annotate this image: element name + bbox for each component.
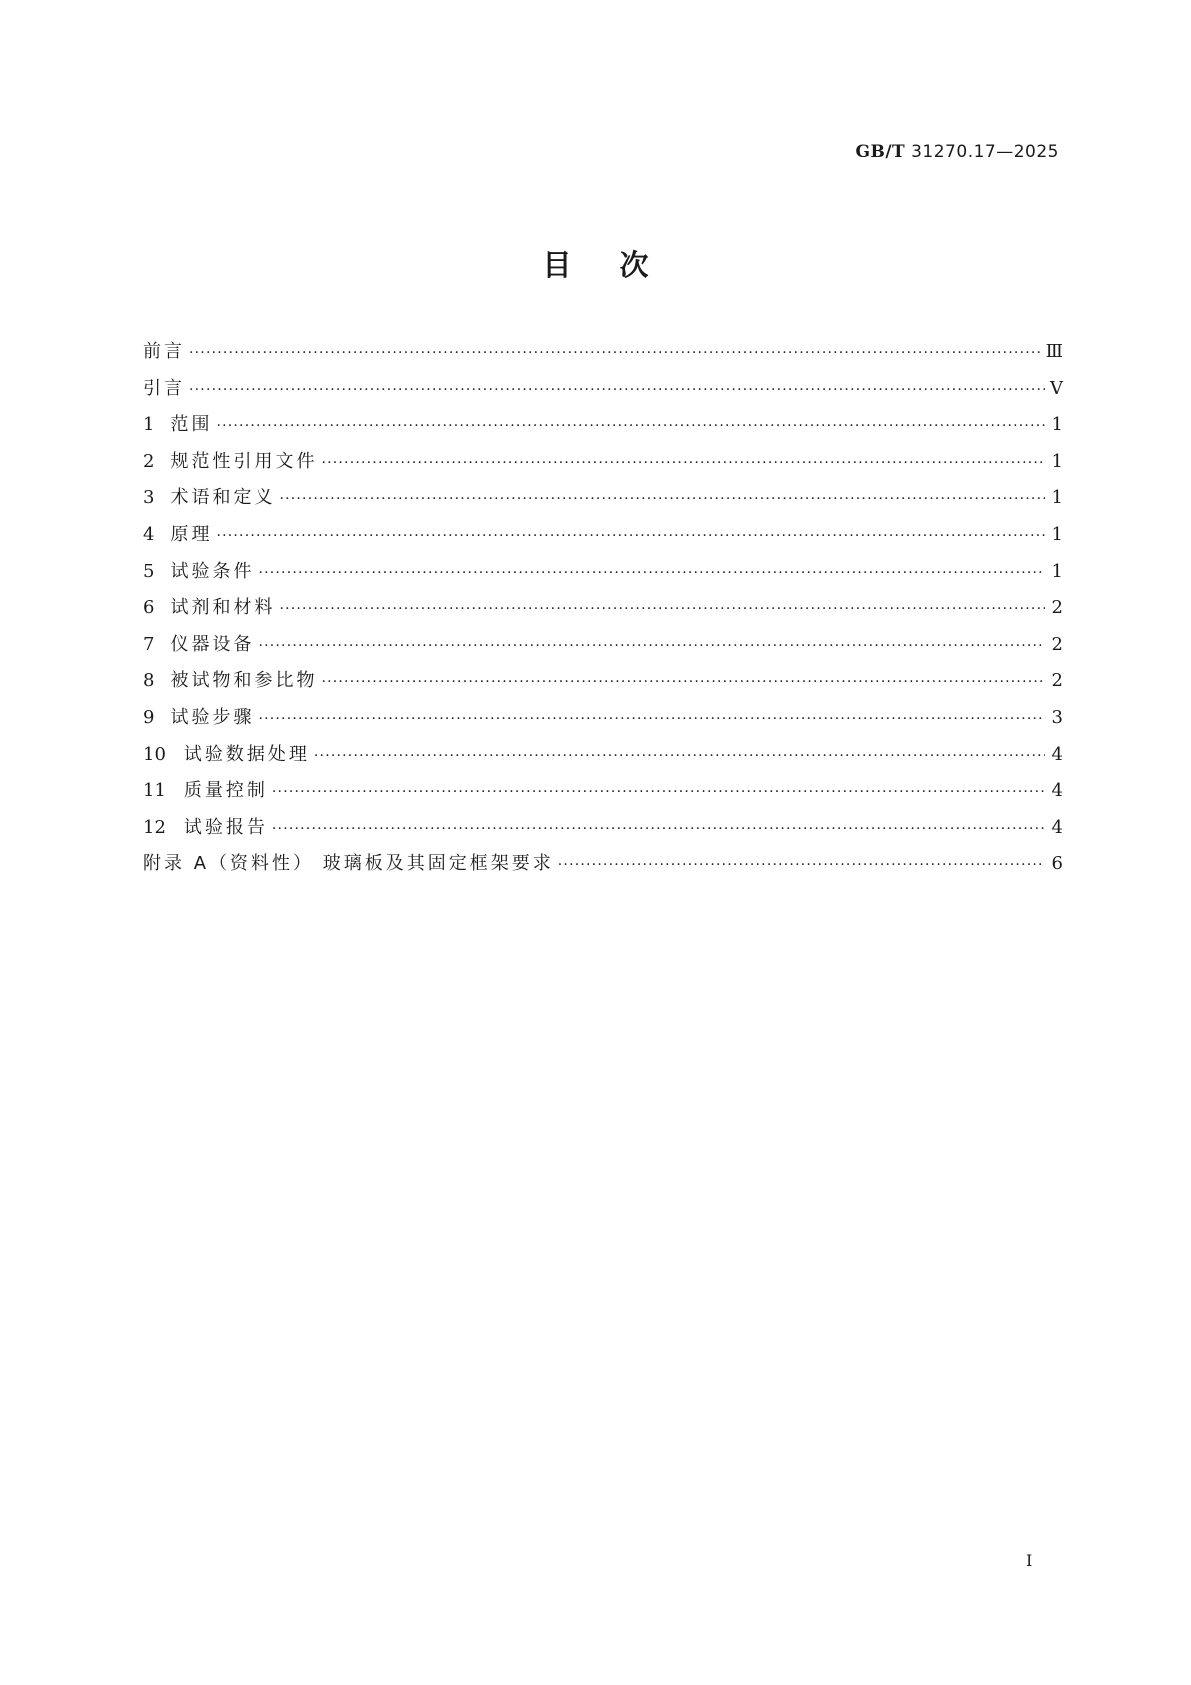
toc-entry-page: 2 — [1051, 633, 1063, 655]
dot-leader — [321, 674, 1045, 690]
toc-entry-label: 前言 — [143, 341, 185, 362]
dot-leader — [216, 528, 1045, 544]
dot-leader — [258, 638, 1045, 654]
toc-entry-number: 7 — [143, 633, 155, 655]
page-number: Ⅰ — [1026, 1551, 1033, 1570]
toc-entry-number: 10 — [143, 743, 166, 765]
dot-leader — [258, 711, 1045, 727]
dot-leader — [189, 382, 1045, 398]
dot-leader — [272, 784, 1045, 800]
toc-entry-label: 原理 — [170, 523, 213, 545]
toc-entry-number: 9 — [143, 706, 155, 728]
toc-entry[interactable] — [143, 703, 1063, 740]
toc-entry-label: 质量控制 — [183, 780, 268, 802]
toc-entry-label: 试剂和材料 — [170, 597, 276, 619]
toc-entry[interactable] — [143, 337, 1063, 374]
toc-entry-label: 被试物和参比物 — [170, 670, 318, 692]
dot-leader — [189, 345, 1042, 361]
toc-entry-number: 1 — [143, 414, 155, 436]
toc-entry-page: 2 — [1051, 597, 1063, 619]
dot-leader — [272, 821, 1045, 837]
toc-entry-page: Ⅴ — [1050, 377, 1063, 399]
dot-leader — [216, 418, 1045, 434]
toc-entry-page: 1 — [1051, 560, 1063, 582]
dot-leader — [558, 857, 1045, 873]
toc-entry[interactable] — [143, 557, 1063, 594]
toc-entry[interactable] — [143, 410, 1063, 447]
dot-leader — [321, 455, 1045, 471]
standard-prefix: GB/T — [855, 142, 906, 162]
toc-entry-page: 2 — [1051, 670, 1063, 692]
toc-entry-page: 4 — [1051, 743, 1063, 765]
toc-entry[interactable] — [143, 483, 1063, 520]
toc-entry-number: 5 — [143, 560, 155, 582]
toc-entry-label: 试验报告 — [183, 816, 268, 838]
toc-entry-page: 1 — [1051, 414, 1063, 436]
toc-entry[interactable] — [143, 740, 1063, 777]
dot-leader — [279, 491, 1045, 507]
toc-entry-page: Ⅲ — [1045, 341, 1063, 362]
toc-entry-page: 1 — [1051, 523, 1063, 545]
toc-entry[interactable] — [143, 666, 1063, 703]
toc-entry-label: 试验步骤 — [170, 706, 255, 728]
toc-entry-page: 6 — [1051, 853, 1063, 875]
toc-entry[interactable] — [143, 849, 1063, 886]
toc-entry-number: 6 — [143, 597, 155, 619]
table-of-contents — [143, 337, 1063, 886]
toc-entry[interactable] — [143, 447, 1063, 484]
toc-entry-label: 试验数据处理 — [183, 743, 310, 765]
toc-entry-number: 8 — [143, 670, 155, 692]
toc-entry[interactable] — [143, 630, 1063, 667]
toc-entry-label: 仪器设备 — [170, 633, 255, 655]
toc-entry-page: 1 — [1051, 487, 1063, 509]
toc-entry-label: 附录 A（资料性） 玻璃板及其固定框架要求 — [143, 853, 554, 875]
toc-entry-page: 1 — [1051, 450, 1063, 472]
toc-entry-label: 引言 — [143, 377, 185, 399]
standard-number: 31270.17—2025 — [911, 142, 1059, 162]
toc-entry-number: 2 — [143, 450, 155, 472]
toc-entry[interactable] — [143, 593, 1063, 630]
toc-title: 目次 — [542, 248, 697, 282]
toc-entry-number: 4 — [143, 523, 155, 545]
toc-entry-page: 3 — [1051, 706, 1063, 728]
toc-entry-label: 术语和定义 — [170, 487, 276, 509]
dot-leader — [258, 565, 1045, 581]
toc-entry[interactable] — [143, 374, 1063, 411]
dot-leader — [279, 601, 1045, 617]
toc-entry-label: 范围 — [170, 414, 213, 436]
toc-entry-label: 规范性引用文件 — [170, 450, 318, 472]
toc-entry-page: 4 — [1051, 816, 1063, 838]
standard-code — [855, 142, 1059, 162]
toc-entry-number: 11 — [143, 780, 166, 802]
toc-entry-number: 12 — [143, 816, 166, 838]
dot-leader — [314, 748, 1045, 764]
toc-entry-label: 试验条件 — [170, 560, 255, 582]
toc-entry[interactable] — [143, 776, 1063, 813]
toc-entry-number: 3 — [143, 487, 155, 509]
toc-entry[interactable] — [143, 813, 1063, 850]
toc-entry-page: 4 — [1051, 780, 1063, 802]
toc-entry[interactable] — [143, 520, 1063, 557]
